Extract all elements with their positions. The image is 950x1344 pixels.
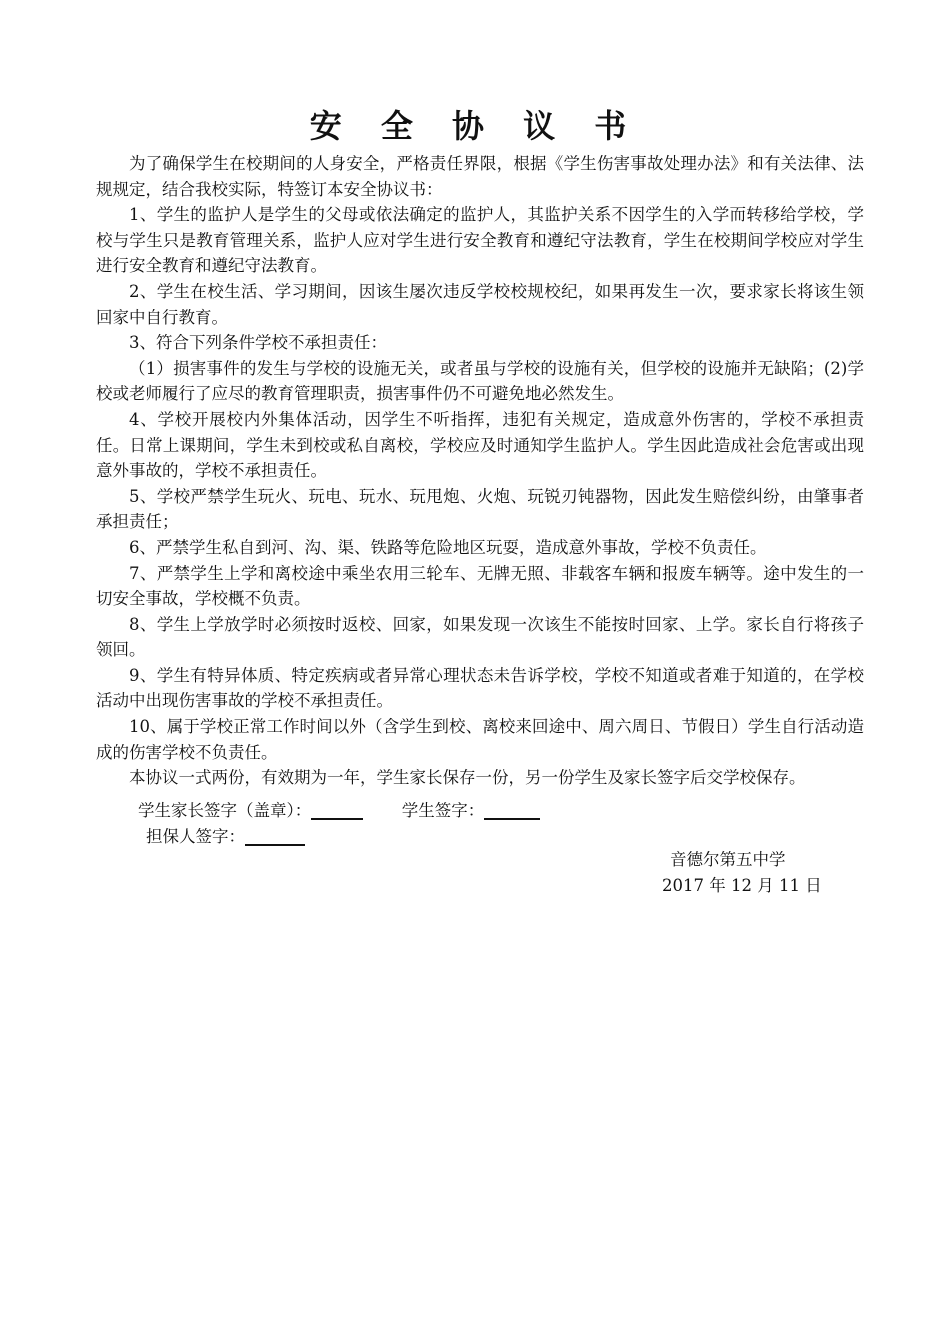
document-title: 安 全 协 议 书	[309, 107, 641, 145]
agreement-body	[96, 151, 864, 791]
intro-paragraph: 为了确保学生在校期间的人身安全，严格责任界限，根据《学生伤害事故处理办法》和有关法律、法规规定，结合我校实际，特签订本安全协议书：	[96, 154, 864, 199]
clause-5: 5、学校严禁学生玩火、玩电、玩水、玩甩炮、火炮、玩锐刃钝器物，因此发生赔偿纠纷，由肇事者承担责任；	[96, 486, 864, 532]
clause-1: 1、学生的监护人是学生的父母或依法确定的监护人，其监护关系不因学生的入学而转移给学校，学校与学生只是教育管理关系，监护人应对学生进行安全教育和遵纪守法教育，学生在校期间学校应对学生进行安全教育和遵纪守法教育。	[96, 205, 864, 276]
signature-row-2	[146, 824, 305, 850]
issuer-name: 音德尔第五中学	[670, 850, 786, 869]
clause-9: 9、学生有特异体质、特定疾病或者异常心理状态未告诉学校，学校不知道或者难于知道的，在学校活动中出现伤害事故的学校不承担责任。	[96, 665, 864, 711]
clause-3-conditions: （1）损害事件的发生与学校的设施无关，或者虽与学校的设施有关，但学校的设施并无缺陷；(2)学校或老师履行了应尽的教育管理职责，损害事件仍不可避免地必然发生。	[96, 358, 864, 404]
signature-row-1	[138, 798, 540, 824]
clause-6: 6、严禁学生私自到河、沟、渠、铁路等危险地区玩耍，造成意外事故，学校不负责任。	[129, 537, 767, 557]
clause-4: 4、学校开展校内外集体活动，因学生不听指挥，违犯有关规定，造成意外伤害的，学校不承担责任。日常上课期间，学生未到校或私自离校，学校应及时通知学生监护人。学生因此造成社会危害或出现意外事故的，学校不承担责任。	[96, 409, 864, 481]
parent-signature-line[interactable]	[311, 798, 363, 820]
issue-date: 2017 年 12 月 11 日	[662, 876, 822, 895]
clause-2: 2、学生在校生活、学习期间，因该生屡次违反学校校规校纪，如果再发生一次，要求家长将该生领回家中自行教育。	[96, 281, 864, 327]
clause-10: 10、属于学校正常工作时间以外（含学生到校、离校来回途中、周六周日、节假日）学生自行活动造成的伤害学校不负责任。	[96, 717, 864, 762]
closing-paragraph: 本协议一式两份，有效期为一年，学生家长保存一份，另一份学生及家长签字后交学校保存。	[129, 768, 806, 788]
clause-3: 3、符合下列条件学校不承担责任：	[129, 333, 387, 353]
parent-signature-label: 学生家长签字（盖章）：	[138, 801, 312, 820]
student-signature-label: 学生签字：	[401, 801, 485, 820]
clause-7: 7、严禁学生上学和离校途中乘坐农用三轮车、无牌无照、非载客车辆和报废车辆等。途中发生的一切安全事故，学校概不负责。	[96, 563, 864, 609]
guarantor-signature-line[interactable]	[245, 824, 305, 846]
student-signature-line[interactable]	[484, 798, 540, 820]
guarantor-signature-label: 担保人签字：	[146, 827, 245, 846]
clause-8: 8、学生上学放学时必须按时返校、回家，如果发现一次该生不能按时回家、上学。家长自行将孩子领回。	[96, 614, 864, 660]
